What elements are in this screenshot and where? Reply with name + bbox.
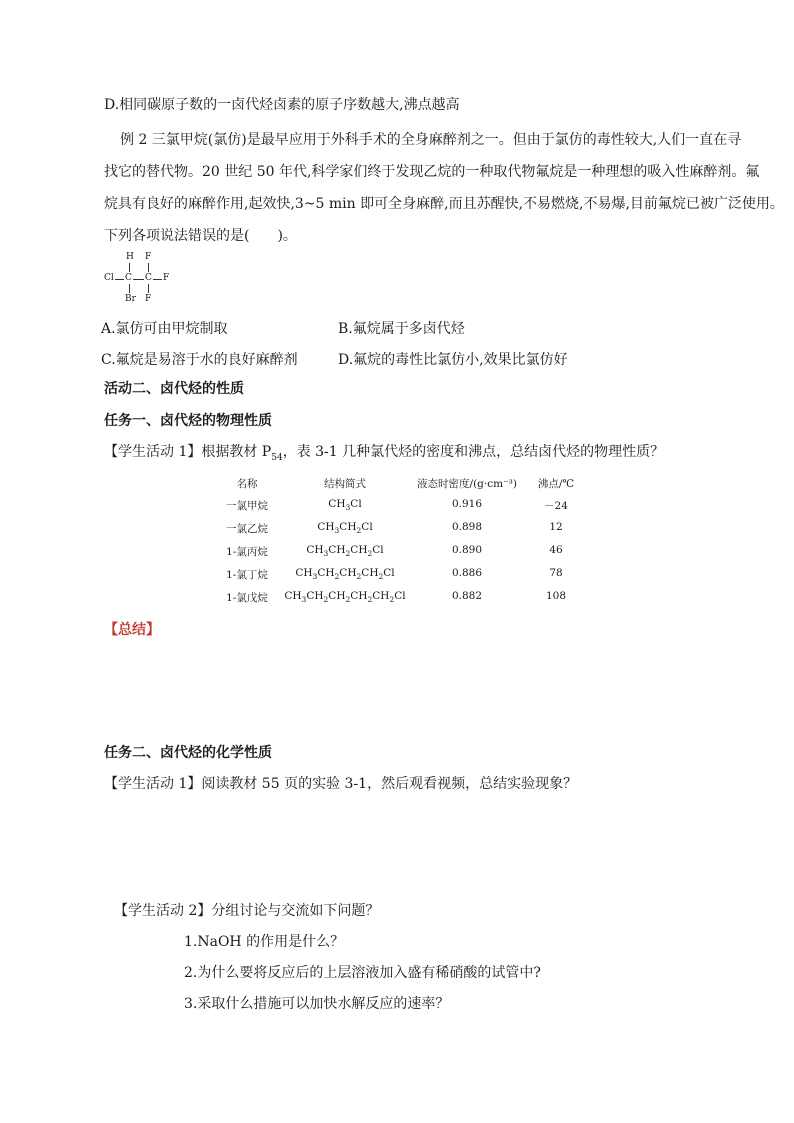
previous-option-d: D.相同碳原子数的一卤代烃卤素的原子序数越大,沸点越高 [104, 97, 460, 113]
formula-subscript: 2 [367, 595, 373, 605]
formula-part: Cl [394, 590, 406, 602]
halothane-structure [104, 252, 180, 304]
cell-density: 0.890 [451, 544, 483, 556]
bond-c2-f-right [153, 279, 162, 280]
header-density: 液态时密度/(g·cm⁻³) [417, 478, 517, 490]
formula-part: CH [328, 590, 346, 602]
example-2-line-1: 例 2 三氯甲烷(氯仿)是最早应用于外科手术的全身麻醉剂之一。但由于氯仿的毒性较大,人们一直在寻 [120, 132, 742, 148]
atom-c1: C [125, 273, 132, 283]
formula-part: CH [361, 567, 379, 579]
formula-part: CH [372, 590, 390, 602]
formula-part: CH [339, 567, 357, 579]
cell-formula [280, 567, 410, 581]
task-1-heading: 任务一、卤代烃的物理性质 [104, 413, 272, 429]
example-2-line-2: 找它的替代物。20 世纪 50 年代,科学家们终于发现乙烷的一种取代物氟烷是一种理想的吸入性麻醉剂。氟 [104, 164, 760, 180]
cell-boiling-point: 78 [549, 567, 563, 579]
bond-c1-h [129, 263, 130, 272]
student-activity-1-chemical [104, 773, 577, 795]
formula-subscript: 3 [334, 526, 340, 536]
table-row [222, 567, 582, 589]
formula-subscript: 3 [312, 572, 318, 582]
table-row [222, 590, 582, 612]
atom-f-top: F [145, 252, 152, 262]
formula-part: Cl [350, 498, 362, 510]
formula-subscript: 2 [356, 572, 362, 582]
formula-part: Cl [383, 567, 395, 579]
formula-subscript: 2 [367, 549, 373, 559]
formula-part: CH [350, 590, 368, 602]
activity-tag: 【学生活动 1】 [104, 776, 202, 792]
bond-cl-c1 [115, 279, 124, 280]
cell-name: 一氯甲烷 [226, 500, 268, 512]
activity-2-heading: 活动二、卤代烃的性质 [104, 381, 244, 397]
formula-part: CH [328, 544, 346, 556]
cell-formula [280, 521, 410, 535]
formula-subscript: 2 [389, 595, 395, 605]
header-boiling-point: 沸点/℃ [537, 478, 575, 490]
atom-br: Br [125, 294, 136, 304]
question-1: 1.NaOH 的作用是什么？ [184, 934, 345, 950]
table-row [222, 498, 582, 520]
cell-density: 0.882 [451, 590, 483, 602]
formula-subscript: 2 [345, 549, 351, 559]
header-name: 名称 [236, 478, 258, 490]
bond-c1-c2 [133, 279, 144, 280]
atom-h: H [126, 252, 134, 262]
formula-subscript: 2 [334, 572, 340, 582]
formula-part: CH [328, 498, 346, 510]
formula-part: CH [295, 567, 313, 579]
formula-part: CH [306, 544, 324, 556]
formula-part: CH [306, 590, 324, 602]
formula-subscript: 2 [345, 595, 351, 605]
student-activity-2 [114, 900, 379, 922]
cell-formula [280, 498, 410, 512]
activity-tag: 【学生活动 1】 [104, 444, 202, 460]
table-header-row [222, 476, 582, 498]
cell-density: 0.916 [451, 498, 483, 510]
cell-boiling-point: 108 [545, 590, 567, 602]
formula-subscript: 3 [323, 549, 329, 559]
example-2-line-3: 烷具有良好的麻醉作用,起效快,3~5 min 即可全身麻醉,而且苏醒快,不易燃烧,不易爆,目前氟烷已被广泛使用。 [104, 196, 784, 212]
activity-tag: 【学生活动 2】 [114, 903, 212, 919]
page-subscript: 54 [271, 452, 283, 463]
bond-c2-f-top [148, 263, 149, 272]
formula-subscript: 2 [356, 526, 362, 536]
formula-part: CH [317, 521, 335, 533]
formula-part: CH [284, 590, 302, 602]
activity-text-pre: 根据教材 P [201, 444, 272, 460]
formula-subscript: 2 [378, 572, 384, 582]
table-row [222, 544, 582, 566]
activity-text: 阅读教材 55 页的实验 3-1，然后观看视频，总结实验现象？ [201, 776, 578, 792]
atom-f-bottom: F [145, 294, 152, 304]
example-2-line-4: 下列各项说法错误的是( )。 [104, 228, 297, 244]
table-row [222, 521, 582, 543]
atom-cl: Cl [104, 273, 114, 283]
atom-c2: C [145, 273, 152, 283]
bond-c1-br [129, 284, 130, 293]
question-2: 2.为什么要将反应后的上层溶液加入盛有稀硝酸的试管中? [184, 965, 541, 981]
option-c: C.氟烷是易溶于水的良好麻醉剂 [101, 352, 298, 368]
cell-name: 1-氯丙烷 [226, 546, 268, 558]
cell-density: 0.898 [451, 521, 483, 533]
formula-part: Cl [372, 544, 384, 556]
cell-density: 0.886 [451, 567, 483, 579]
formula-subscript: 3 [301, 595, 307, 605]
formula-part: CH [317, 567, 335, 579]
formula-part: CH [339, 521, 357, 533]
formula-part: Cl [361, 521, 373, 533]
cell-boiling-point: －24 [544, 500, 568, 512]
bond-c2-f-bottom [148, 284, 149, 293]
summary-label: 【总结】 [104, 622, 160, 638]
option-b: B.氟烷属于多卤代烃 [338, 321, 465, 337]
task-2-heading: 任务二、卤代烃的化学性质 [104, 745, 272, 761]
option-a: A.氯仿可由甲烷制取 [101, 321, 228, 337]
formula-subscript: 2 [323, 595, 329, 605]
cell-name: 一氯乙烷 [226, 523, 268, 535]
atom-f-right: F [163, 273, 170, 283]
activity-text-post: ，表 3-1 几种氯代烃的密度和沸点，总结卤代烃的物理性质？ [282, 444, 665, 460]
option-d: D.氟烷的毒性比氯仿小,效果比氯仿好 [338, 352, 568, 368]
cell-name: 1-氯戊烷 [226, 592, 268, 604]
student-activity-1-physical [104, 441, 664, 469]
formula-part: CH [350, 544, 368, 556]
activity-text: 分组讨论与交流如下问题？ [211, 903, 380, 919]
header-formula: 结构简式 [324, 478, 366, 490]
cell-boiling-point: 46 [549, 544, 563, 556]
cell-formula [280, 544, 410, 558]
question-3: 3.采取什么措施可以加快水解反应的速率？ [184, 996, 450, 1012]
cell-name: 1-氯丁烷 [226, 569, 268, 581]
cell-formula [280, 590, 410, 604]
cell-boiling-point: 12 [549, 521, 563, 533]
formula-subscript: 3 [345, 503, 351, 513]
